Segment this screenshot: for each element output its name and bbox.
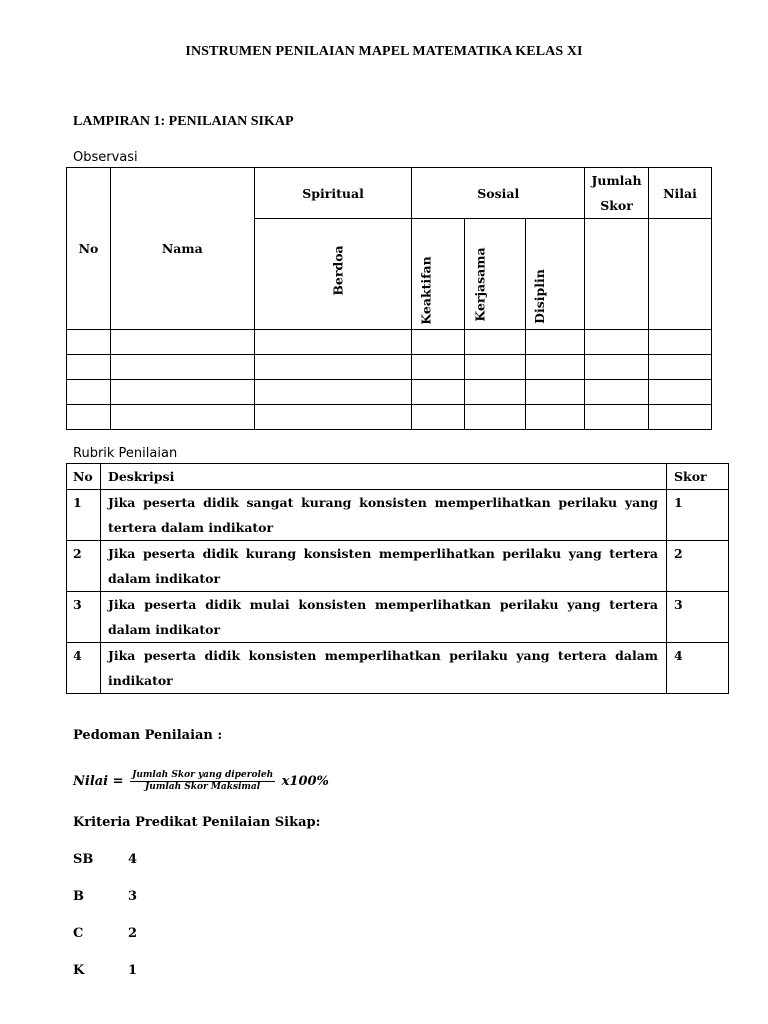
kerjasama-label: Kerjasama <box>472 247 488 322</box>
col-disiplin-header <box>526 219 585 330</box>
table-row <box>67 330 712 355</box>
section-title: LAMPIRAN 1: PENILAIAN SIKAP <box>73 114 294 129</box>
berdoa-label: Berdoa <box>330 245 346 296</box>
col-nilai-header: Nilai <box>649 168 712 219</box>
rubric-row-desc: Jika peserta didik mulai konsisten memperlihatkan perilaku yang tertera dalam indikator <box>100 592 666 643</box>
predikat-grade: C <box>73 926 84 941</box>
rubric-row-skor: 3 <box>667 592 729 643</box>
rubric-row-desc: Jika peserta didik sangat kurang konsisten memperlihatkan perilaku yang tertera dalam indikator <box>100 490 666 541</box>
formula-numerator: Jumlah Skor yang diperoleh <box>132 770 274 780</box>
rubric-deskripsi-header: Deskripsi <box>100 464 666 490</box>
pedoman-label: Pedoman Penilaian : <box>73 728 223 743</box>
table-row <box>67 355 712 380</box>
rubric-row-desc: Jika peserta didik konsisten memperlihatkan perilaku yang tertera dalam indikator <box>100 643 666 694</box>
col-sosial-header: Sosial <box>412 168 585 219</box>
predikat-score: 3 <box>128 889 138 904</box>
rubric-skor-header: Skor <box>667 464 729 490</box>
document-title: INSTRUMEN PENILAIAN MAPEL MATEMATIKA KELAS XI <box>185 44 583 59</box>
rubrik-label: Rubrik Penilaian <box>73 446 178 461</box>
predikat-score: 4 <box>128 852 138 867</box>
predikat-score: 1 <box>128 963 138 978</box>
keaktifan-label: Keaktifan <box>419 256 435 325</box>
predikat-grade: K <box>73 963 85 978</box>
rubric-row-no: 1 <box>67 490 101 541</box>
formula-denominator: Jumlah Skor Maksimal <box>145 782 261 792</box>
rubric-row-skor: 2 <box>667 541 729 592</box>
table-row <box>67 490 729 541</box>
rubric-row-no: 3 <box>67 592 101 643</box>
predikat-grade: B <box>73 889 84 904</box>
predikat-score: 2 <box>128 926 138 941</box>
rubric-row-desc: Jika peserta didik kurang konsisten memperlihatkan perilaku yang tertera dalam indikator <box>100 541 666 592</box>
formula-rhs: x100% <box>281 774 329 789</box>
rubric-row-no: 2 <box>67 541 101 592</box>
observasi-label: Observasi <box>73 150 138 165</box>
col-jumlah-skor-header: Jumlah Skor <box>585 168 649 219</box>
col-kerjasama-header <box>465 219 526 330</box>
formula-lhs: Nilai = <box>73 774 124 789</box>
table-row <box>67 592 729 643</box>
formula-fraction <box>130 770 275 793</box>
kriteria-label: Kriteria Predikat Penilaian Sikap: <box>73 815 321 830</box>
table-row <box>67 541 729 592</box>
nilai-formula <box>73 770 329 800</box>
col-nama-header: Nama <box>110 168 254 330</box>
col-keaktifan-header <box>412 219 465 330</box>
rubric-row-skor: 4 <box>667 643 729 694</box>
observation-table <box>66 167 712 430</box>
col-spiritual-header: Spiritual <box>254 168 412 219</box>
col-no-header: No <box>67 168 111 330</box>
disiplin-label: Disiplin <box>532 269 548 324</box>
col-berdoa-header <box>254 219 412 330</box>
rubric-row-skor: 1 <box>667 490 729 541</box>
nilai-empty-cell <box>649 219 712 330</box>
rubric-no-header: No <box>67 464 101 490</box>
predikat-grade: SB <box>73 852 94 867</box>
table-row <box>67 405 712 430</box>
table-row <box>67 380 712 405</box>
rubric-row-no: 4 <box>67 643 101 694</box>
jumlah-skor-empty-cell <box>585 219 649 330</box>
table-row <box>67 643 729 694</box>
rubric-table <box>66 463 729 694</box>
